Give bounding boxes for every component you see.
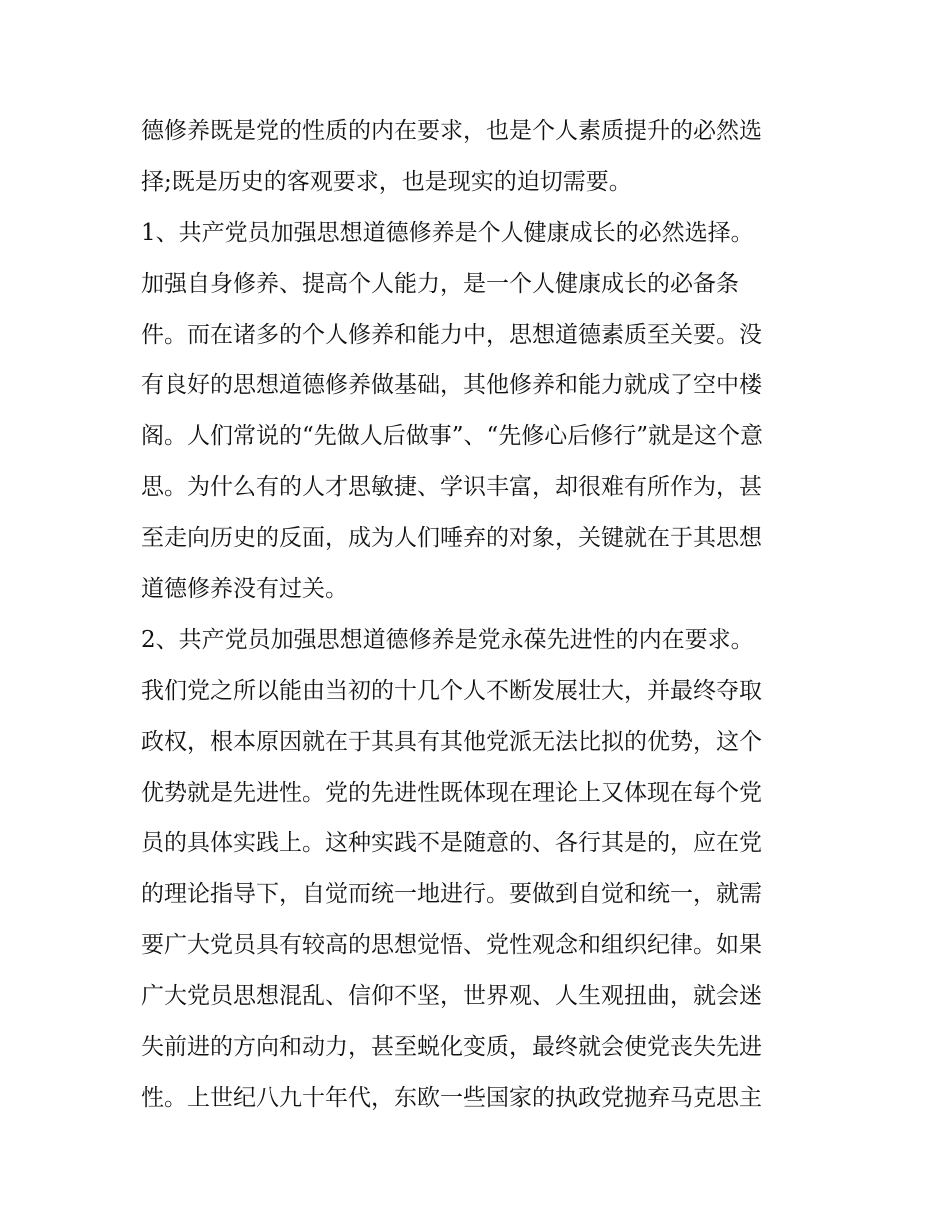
text-line: 我们党之所以能由当初的十几个人不断发展壮大，并最终夺取 [141, 677, 762, 704]
section-heading-1: 1、共产党员加强思想道德修养是个人健康成长的必然选择。 [141, 219, 754, 246]
text-line: 政权，根本原因就在于其具有其他党派无法比拟的优势，这个 [141, 728, 762, 755]
text-line: 要广大党员具有较高的思想觉悟、党性观念和组织纪律。如果 [141, 932, 762, 959]
text-line: 阁。人们常说的“先做人后做事”、“先修心后修行”就是这个意 [141, 423, 764, 450]
text-line: 失前进的方向和动力，甚至蜕化变质，最终就会使党丧失先进 [141, 1034, 762, 1061]
section-heading-2: 2、共产党员加强思想道德修养是党永葆先进性的内在要求。 [141, 626, 754, 653]
text-line: 员的具体实践上。这种实践不是随意的、各行其是的，应在党 [141, 830, 762, 857]
text-line: 思。为什么有的人才思敏捷、学识丰富，却很难有所作为，甚 [141, 474, 762, 501]
body-text [141, 106, 821, 1124]
text-line: 广大党员思想混乱、信仰不坚，世界观、人生观扭曲，就会迷 [141, 983, 762, 1010]
text-line: 德修养既是党的性质的内在要求，也是个人素质提升的必然选 [141, 118, 762, 144]
text-line: 加强自身修养、提高个人能力，是一个人健康成长的必备条 [141, 270, 739, 297]
text-line: 件。而在诸多的个人修养和能力中，思想道德素质至关要。没 [141, 321, 762, 348]
text-line: 至走向历史的反面，成为人们唾弃的对象，关键就在于其思想 [141, 525, 762, 552]
text-line: 道德修养没有过关。 [141, 576, 348, 603]
text-line: 优势就是先进性。党的先进性既体现在理论上又体现在每个党 [141, 779, 762, 806]
text-line: 的理论指导下，自觉而统一地进行。要做到自觉和统一，就需 [141, 881, 762, 908]
text-line: 择;既是历史的客观要求，也是现实的迫切需要。 [141, 168, 632, 195]
text-line: 性。上世纪八九十年代，东欧一些国家的执政党抛弃马克思主 [141, 1084, 762, 1111]
text-line: 有良好的思想道德修养做基础，其他修养和能力就成了空中楼 [141, 372, 762, 399]
